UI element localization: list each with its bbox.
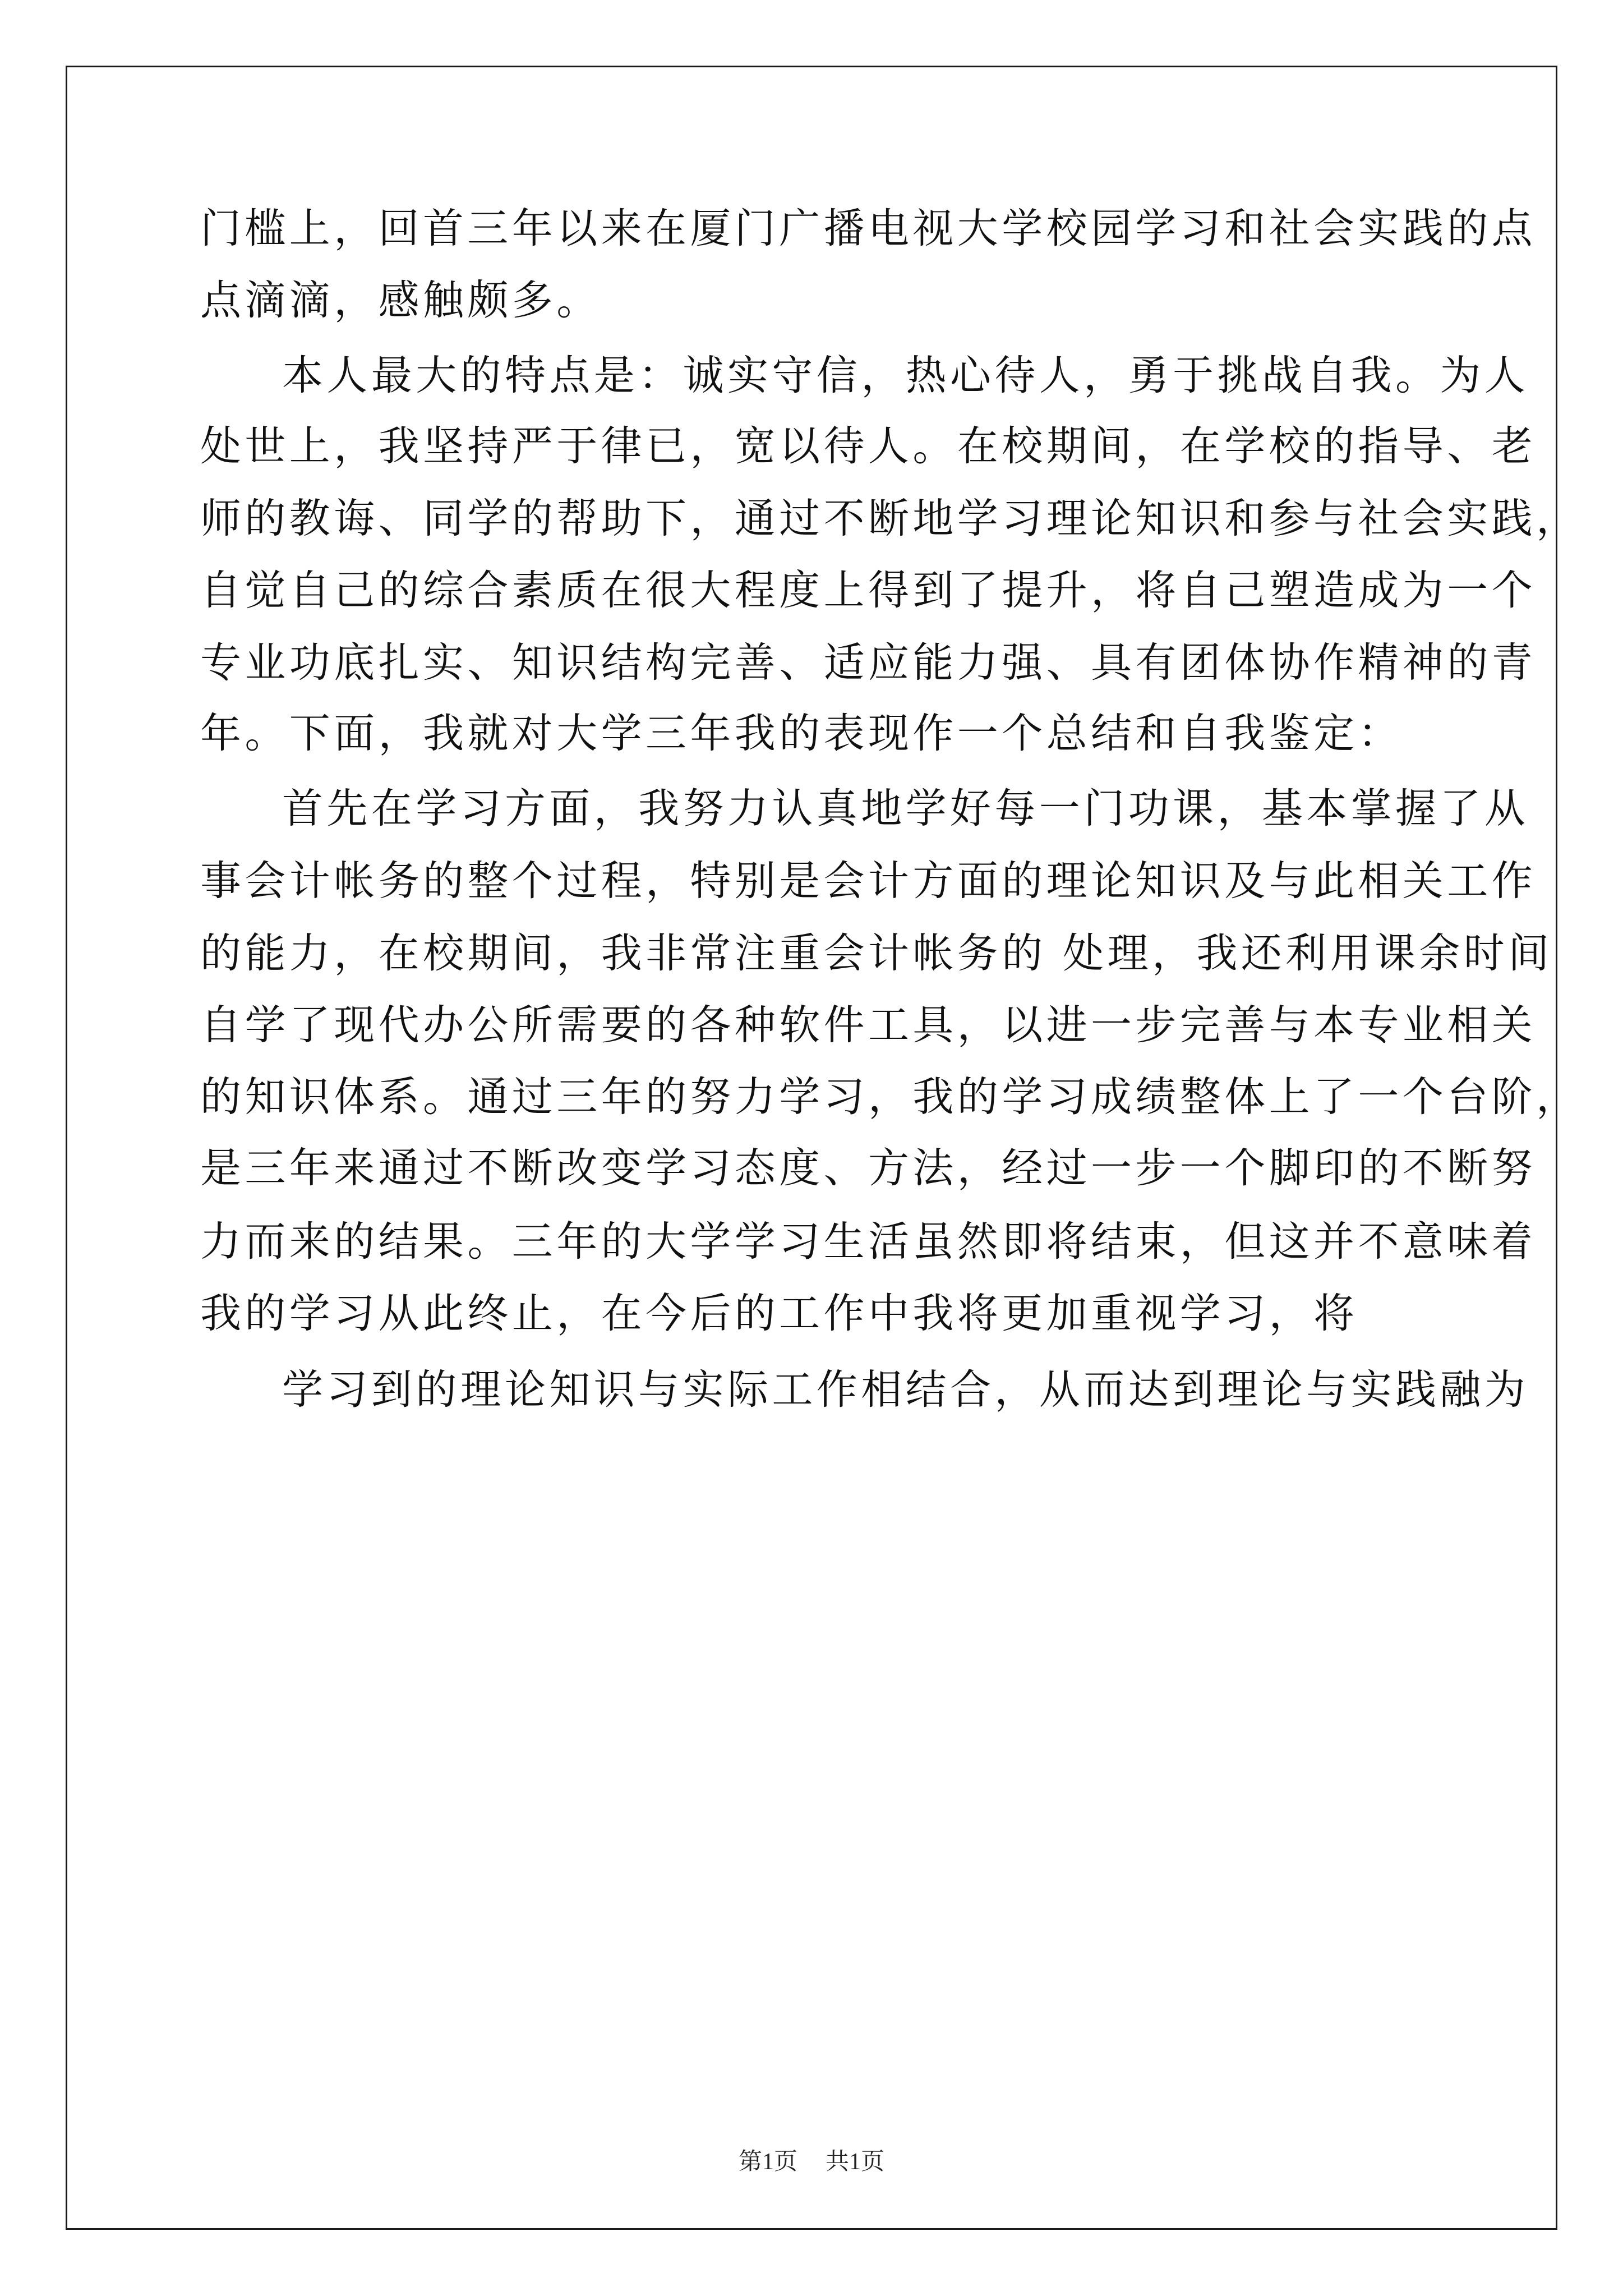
text-line: 力而来的结果。三年的大学学习生活虽然即将结束，但这并不意味着: [200, 1218, 1536, 1266]
text-line: 首先在学习方面，我努力认真地学好每一门功课，基本掌握了从: [282, 785, 1529, 832]
page-footer: [0, 2143, 1623, 2177]
text-line: 点滴滴，感触颇多。: [200, 277, 601, 324]
text-line: 门槛上，回首三年以来在厦门广播电视大学校园学习和社会实践的点: [200, 205, 1536, 252]
text-line: 的能力，在校期间，我非常注重会计帐务的 处理，我还利用课余时间: [200, 930, 1553, 977]
page-total: 共1页: [826, 2149, 885, 2175]
text-line: 的知识体系。通过三年的努力学习，我的学习成绩整体上了一个台阶，: [200, 1073, 1581, 1121]
page-number: 第1页: [738, 2149, 797, 2175]
text-line: 处世上，我坚持严于律已，宽以待人。在校期间，在学校的指导、老: [200, 422, 1536, 470]
text-line: 事会计帐务的整个过程，特别是会计方面的理论知识及与此相关工作: [200, 857, 1536, 905]
text-line: 本人最大的特点是：诚实守信，热心待人，勇于挑战自我。为人: [282, 352, 1529, 399]
text-line: 是三年来通过不断改变学习态度、方法，经过一步一个脚印的不断努: [200, 1144, 1536, 1192]
text-line: 学习到的理论知识与实际工作相结合，从而达到理论与实践融为: [282, 1366, 1529, 1414]
text-line: 自学了现代办公所需要的各种软件工具，以进一步完善与本专业相关: [200, 1001, 1536, 1049]
text-line: 我的学习从此终止，在今后的工作中我将更加重视学习，将: [200, 1290, 1358, 1337]
text-line: 年。下面，我就对大学三年我的表现作一个总结和自我鉴定：: [200, 710, 1403, 757]
text-line: 专业功底扎实、知识结构完善、适应能力强、具有团体协作精神的青: [200, 639, 1536, 687]
text-line: 自觉自己的综合素质在很大程度上得到了提升，将自己塑造成为一个: [200, 567, 1536, 614]
text-line: 师的教诲、同学的帮助下，通过不断地学习理论知识和参与社会实践，: [200, 495, 1581, 542]
